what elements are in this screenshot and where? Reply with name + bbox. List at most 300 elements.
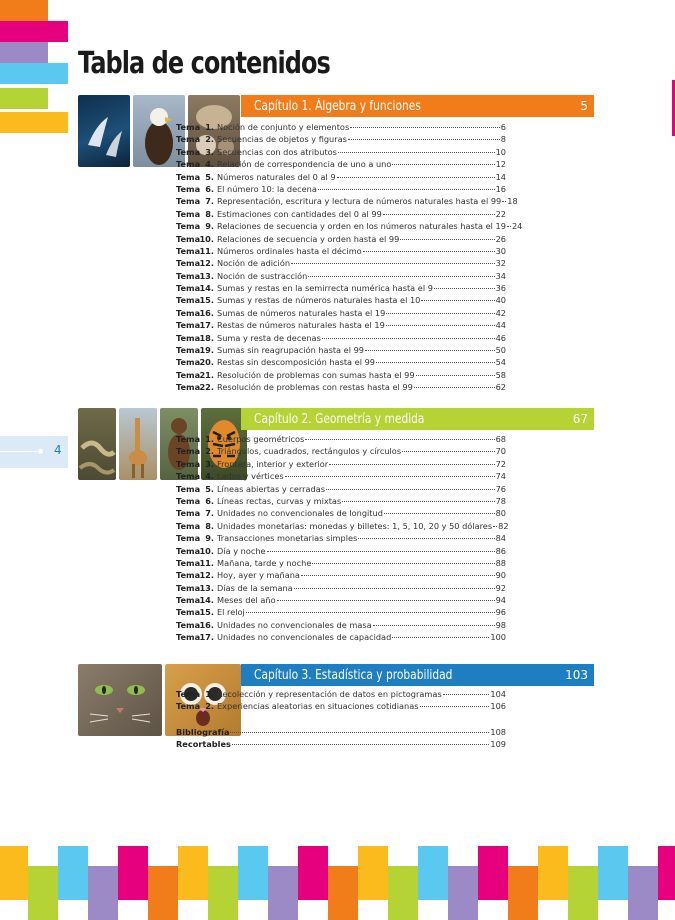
topic-number: 17. — [199, 632, 214, 643]
topic-label: Tema — [176, 595, 201, 606]
extra-page: 108 — [490, 727, 506, 737]
toc-entry[interactable] — [176, 246, 506, 258]
toc-entry[interactable] — [176, 221, 523, 233]
chapter-2-title: Capítulo 2. Geometría y medida — [254, 411, 425, 427]
chapter-3-extras — [176, 727, 506, 752]
dot-leader — [342, 501, 494, 502]
topic-page: 84 — [495, 533, 506, 544]
toc-entry[interactable] — [176, 689, 506, 701]
topic-page: 100 — [490, 632, 506, 643]
bottom-colour-bar — [628, 866, 658, 920]
dot-leader — [392, 164, 494, 165]
toc-entry[interactable] — [176, 533, 506, 545]
topic-page: 14 — [495, 171, 506, 182]
topic-number: 6. — [205, 183, 214, 194]
topic-label: Tema — [176, 221, 201, 232]
topic-title: Estimaciones con cantidades del 0 al 99 — [217, 208, 382, 219]
topic-page: 80 — [495, 508, 506, 519]
topic-number: 11. — [199, 557, 214, 568]
topic-page: 70 — [495, 446, 506, 457]
topic-page: 88 — [495, 557, 506, 568]
dot-leader — [326, 489, 495, 490]
toc-entry[interactable] — [176, 258, 506, 270]
topic-label: Tema — [176, 701, 201, 712]
dot-leader — [420, 706, 490, 707]
topic-title: Cuerpos geométricos — [217, 434, 305, 444]
topic-number: 20. — [199, 357, 214, 368]
dot-leader — [443, 694, 490, 695]
topic-label: Tema — [176, 446, 201, 457]
toc-entry[interactable] — [176, 546, 506, 558]
topic-title: El número 10: la decena — [217, 183, 317, 194]
topic-page: 12 — [495, 159, 506, 170]
bottom-colour-bar — [238, 846, 268, 900]
topic-number: 13. — [199, 270, 214, 281]
dot-leader — [363, 251, 495, 252]
topic-page: 22 — [495, 208, 506, 219]
whales-image — [78, 95, 130, 167]
toc-entry[interactable] — [176, 283, 506, 295]
topic-title: Experiencias aleatorias en situaciones cotidianas — [217, 701, 419, 712]
chapter-3-topics — [176, 689, 506, 714]
topic-title: Unidades no convencionales de masa — [217, 619, 372, 630]
extra-page: 109 — [490, 739, 506, 750]
topic-number: 11. — [199, 245, 214, 256]
topic-page: 76 — [495, 483, 506, 494]
topic-title: Suma y resta de decenas — [217, 332, 321, 343]
topic-page: 74 — [495, 471, 506, 482]
bottom-colour-bar — [58, 846, 88, 900]
topic-page: 44 — [495, 320, 506, 331]
topic-title: Hoy, ayer y mañana — [217, 570, 300, 581]
toc-entry[interactable] — [176, 607, 506, 619]
topic-number: 4. — [205, 159, 214, 170]
dot-leader — [386, 325, 495, 326]
topic-title: Sumas y restas de números naturales hasta el 10 — [217, 295, 421, 306]
dot-leader — [348, 139, 500, 140]
topic-page: 68 — [495, 434, 506, 444]
topic-label: Tema — [176, 483, 201, 494]
topic-label: Tema — [176, 134, 201, 145]
topic-title: Restas de números naturales hasta el 19 — [217, 320, 385, 331]
topic-page: 94 — [495, 595, 506, 606]
dot-leader — [246, 612, 495, 613]
toc-entry[interactable] — [176, 172, 506, 184]
topic-label: Tema — [176, 258, 201, 269]
dot-leader — [383, 214, 495, 215]
chapter-1-title: Capítulo 1. Álgebra y funciones — [254, 98, 421, 114]
dot-leader — [318, 189, 495, 190]
topic-title: Noción de sustracción — [217, 270, 308, 281]
topic-title: Relación de correspondencia de uno a uno — [217, 159, 392, 170]
extra-label: Recortables — [176, 739, 231, 750]
topic-page: 46 — [495, 332, 506, 343]
topic-number: 2. — [205, 446, 214, 457]
topic-number: 18. — [199, 332, 214, 343]
topic-label: Tema — [176, 196, 201, 207]
topic-title: Relaciones de secuencia y orden hasta el 99 — [217, 233, 400, 244]
toc-entry[interactable] — [176, 209, 506, 221]
extra-label: Bibliografía — [176, 727, 230, 737]
bottom-colour-bar — [478, 846, 508, 900]
dot-leader — [291, 263, 495, 264]
side-stripe-lime — [0, 88, 48, 109]
toc-entry[interactable] — [176, 134, 506, 146]
topic-title: Noción de adición — [217, 258, 291, 269]
dot-leader — [434, 288, 495, 289]
topic-number: 12. — [199, 258, 214, 269]
topic-label: Tema — [176, 183, 201, 194]
topic-page: 90 — [495, 570, 506, 581]
dot-leader — [308, 276, 494, 277]
dot-leader — [329, 464, 494, 465]
toc-entry[interactable] — [176, 295, 506, 307]
dot-leader — [294, 588, 495, 589]
topic-number: 7. — [205, 508, 214, 519]
topic-label: Tema — [176, 332, 201, 343]
topic-page: 98 — [495, 619, 506, 630]
dot-leader — [277, 600, 495, 601]
topic-title: Días de la semana — [217, 582, 293, 593]
topic-page: 16 — [495, 183, 506, 194]
bottom-colour-bar — [598, 846, 628, 900]
topic-label: Tema — [176, 520, 201, 531]
topic-page: 26 — [495, 233, 506, 244]
page-number-line — [0, 451, 40, 452]
dot-leader — [337, 177, 495, 178]
topic-title: El reloj — [217, 607, 245, 618]
topic-label: Tema — [176, 122, 201, 132]
dot-leader — [322, 338, 495, 339]
toc-entry[interactable] — [176, 570, 506, 582]
topic-title: Resolución de problemas con sumas hasta el 99 — [217, 369, 415, 380]
topic-page: 54 — [495, 357, 506, 368]
side-stripe-magenta — [0, 21, 68, 42]
topic-title: Triángulos, cuadrados, rectángulos y círculos — [217, 446, 402, 457]
topic-label: Tema — [176, 171, 201, 182]
topic-page: 106 — [490, 701, 506, 712]
dot-leader — [285, 476, 495, 477]
topic-title: Recolección y representación de datos en pictogramas — [217, 689, 442, 699]
dot-leader — [376, 362, 495, 363]
topic-label: Tema — [176, 357, 201, 368]
topic-title: Sumas de números naturales hasta el 19 — [217, 307, 386, 318]
toc-entry[interactable] — [176, 595, 506, 607]
toc-entry[interactable] — [176, 496, 506, 508]
topic-label: Tema — [176, 619, 201, 630]
topic-title: Unidades no convencionales de longitud — [217, 508, 383, 519]
topic-label: Tema — [176, 607, 201, 618]
topic-title: Secuencias de objetos y figuras — [217, 134, 347, 145]
topic-number: 14. — [199, 283, 214, 294]
dot-leader — [373, 625, 495, 626]
toc-entry[interactable] — [176, 234, 506, 246]
topic-label: Tema — [176, 434, 201, 444]
toc-entry[interactable] — [176, 308, 506, 320]
dot-leader — [338, 152, 495, 153]
toc-entry[interactable] — [176, 484, 506, 496]
topic-number: 13. — [199, 582, 214, 593]
topic-page: 96 — [495, 607, 506, 618]
topic-label: Tema — [176, 471, 201, 482]
toc-entry[interactable] — [176, 508, 506, 520]
topic-title: Números ordinales hasta el décimo — [217, 245, 362, 256]
topic-label: Tema — [176, 508, 201, 519]
topic-label: Tema — [176, 345, 201, 356]
topic-label: Tema — [176, 545, 201, 556]
topic-label: Tema — [176, 382, 201, 393]
topic-title: Relaciones de secuencia y orden en los números naturales hasta el 19 — [217, 221, 506, 232]
toc-extra-entry[interactable] — [176, 727, 506, 739]
topic-label: Tema — [176, 307, 201, 318]
dot-leader — [384, 513, 495, 514]
bottom-colour-bar — [328, 866, 358, 920]
dot-leader — [502, 201, 506, 202]
dot-leader — [400, 239, 494, 240]
toc-entry[interactable] — [176, 446, 506, 458]
topic-page: 42 — [495, 307, 506, 318]
topic-page: 104 — [490, 689, 506, 699]
topic-title: Resolución de problemas con restas hasta el 99 — [217, 382, 413, 393]
topic-page: 8 — [500, 134, 506, 145]
topic-label: Tema — [176, 689, 201, 699]
toc-entry[interactable] — [176, 620, 506, 632]
dot-leader — [232, 744, 489, 745]
dot-leader — [350, 127, 500, 128]
toc-entry[interactable] — [176, 382, 506, 394]
bottom-colour-bar — [148, 866, 178, 920]
topic-page: 92 — [495, 582, 506, 593]
topic-page: 24 — [511, 221, 523, 232]
dot-leader — [267, 551, 495, 552]
topic-title: Día y noche — [217, 545, 266, 556]
bottom-colour-bar — [538, 846, 568, 900]
topic-title: Mañana, tarde y noche — [217, 557, 312, 568]
topic-number: 3. — [205, 458, 214, 469]
dot-leader — [230, 732, 489, 733]
topic-number: 2. — [205, 701, 214, 712]
topic-page: 82 — [498, 520, 509, 531]
dot-leader — [386, 313, 494, 314]
toc-entry[interactable] — [176, 122, 506, 134]
toc-entry[interactable] — [176, 196, 518, 208]
page-number: 4 — [54, 443, 62, 457]
topic-title: Sumas sin reagrupación hasta el 99 — [217, 345, 364, 356]
topic-label: Tema — [176, 295, 201, 306]
dot-leader — [421, 300, 494, 301]
topic-number: 4. — [205, 471, 214, 482]
topic-number: 10. — [199, 233, 214, 244]
chapter-3-header — [241, 664, 594, 686]
chapter-1-page: 5 — [580, 99, 588, 113]
dot-leader — [312, 563, 494, 564]
topic-number: 15. — [199, 607, 214, 618]
bottom-colour-bar — [298, 846, 328, 900]
page-number-dot — [38, 449, 43, 454]
topic-label: Tema — [176, 146, 201, 157]
dot-leader — [416, 375, 495, 376]
topic-title: Líneas abiertas y cerradas — [217, 483, 326, 494]
toc-entry[interactable] — [176, 520, 509, 533]
toc-entry[interactable] — [176, 701, 506, 713]
chapter-2-header — [241, 408, 594, 430]
side-stripe-cyan — [0, 63, 68, 84]
topic-number: 19. — [199, 345, 214, 356]
bottom-colour-bar — [658, 846, 675, 900]
toc-extra-entry[interactable] — [176, 739, 506, 751]
cat-image — [78, 664, 162, 736]
topic-number: 22. — [199, 382, 214, 393]
topic-label: Tema — [176, 208, 201, 219]
topic-page: 62 — [495, 382, 506, 393]
bottom-colour-bar — [418, 846, 448, 900]
topic-label: Tema — [176, 245, 201, 256]
bottom-colour-bar — [568, 866, 598, 920]
topic-label: Tema — [176, 570, 201, 581]
topic-title: Lados y vértices — [217, 471, 284, 482]
topic-title: Unidades monetarias: monedas y billetes: 1, 5, 10, 20 y 50 dólares — [217, 520, 493, 531]
bottom-colour-bar — [358, 846, 388, 900]
topic-page: 36 — [495, 283, 506, 294]
bottom-colour-bar — [268, 866, 298, 920]
toc-entry[interactable] — [176, 147, 506, 159]
topic-label: Tema — [176, 632, 201, 643]
topic-page: 18 — [507, 196, 518, 207]
topic-label: Tema — [176, 495, 201, 506]
topic-title: Restas sin descomposición hasta el 99 — [217, 357, 375, 368]
toc-entry[interactable] — [176, 471, 506, 483]
topic-title: Unidades no convencionales de capacidad — [217, 632, 392, 643]
topic-number: 8. — [205, 520, 214, 531]
chapter-1-topics — [176, 122, 523, 395]
topic-label: Tema — [176, 159, 201, 170]
page-title: Tabla de contenidos — [78, 46, 330, 81]
dot-leader — [358, 538, 494, 539]
bottom-colour-bar — [118, 846, 148, 900]
topic-label: Tema — [176, 369, 201, 380]
side-stripe-orange — [0, 0, 48, 21]
toc-entry[interactable] — [176, 459, 506, 471]
topic-page: 6 — [500, 122, 506, 132]
topic-number: 3. — [205, 146, 214, 157]
chapter-1-header — [241, 95, 594, 117]
topic-label: Tema — [176, 320, 201, 331]
dot-leader — [305, 439, 494, 440]
topic-number: 8. — [205, 208, 214, 219]
toc-entry[interactable] — [176, 184, 506, 196]
chapter-2-page: 67 — [572, 412, 588, 426]
dot-leader — [392, 637, 489, 638]
topic-number: 6. — [205, 495, 214, 506]
topic-page: 10 — [495, 146, 506, 157]
topic-number: 17. — [199, 320, 214, 331]
topic-page: 78 — [495, 495, 506, 506]
bottom-colour-bar — [508, 866, 538, 920]
topic-page: 40 — [495, 295, 506, 306]
chapter-3-page: 103 — [565, 668, 588, 682]
topic-number: 12. — [199, 570, 214, 581]
topic-title: Sumas y restas en la semirrecta numérica hasta el 9 — [217, 283, 433, 294]
toc-entry[interactable] — [176, 558, 506, 570]
topic-number: 1. — [205, 689, 214, 699]
topic-number: 9. — [205, 221, 214, 232]
topic-label: Tema — [176, 270, 201, 281]
toc-entry[interactable] — [176, 320, 506, 332]
topic-label: Tema — [176, 458, 201, 469]
toc-entry[interactable] — [176, 632, 506, 644]
topic-title: Secuencias con dos atributos — [217, 146, 337, 157]
dot-leader — [507, 226, 511, 227]
bottom-colour-bar — [88, 866, 118, 920]
topic-number: 16. — [199, 307, 214, 318]
topic-title: Líneas rectas, curvas y mixtas — [217, 495, 342, 506]
toc-entry[interactable] — [176, 370, 506, 382]
side-stripe-purple — [0, 42, 48, 63]
toc-entry[interactable] — [176, 357, 506, 369]
topic-label: Tema — [176, 283, 201, 294]
dot-leader — [402, 451, 494, 452]
topic-page: 58 — [495, 369, 506, 380]
topic-title: Noción de conjunto y elementos — [217, 122, 350, 132]
topic-title: Transacciones monetarias simples — [217, 533, 358, 544]
giraffes-image — [119, 408, 157, 480]
bottom-colour-bar — [178, 846, 208, 900]
side-stripe-yellow — [0, 112, 68, 133]
topic-number: 10. — [199, 545, 214, 556]
topic-number: 14. — [199, 595, 214, 606]
topic-number: 16. — [199, 619, 214, 630]
dot-leader — [365, 350, 495, 351]
chapter-3-title: Capítulo 3. Estadística y probabilidad — [254, 667, 453, 683]
topic-page: 30 — [495, 245, 506, 256]
dot-leader — [301, 575, 495, 576]
topic-number: 1. — [205, 122, 214, 132]
toc-entry[interactable] — [176, 159, 506, 171]
topic-page: 72 — [495, 458, 506, 469]
bottom-colour-bar — [208, 866, 238, 920]
topic-title: Números naturales del 0 al 9 — [217, 171, 336, 182]
topic-label: Tema — [176, 533, 201, 544]
bottom-colour-bar — [388, 866, 418, 920]
bottom-colour-bar — [448, 866, 478, 920]
toc-entry[interactable] — [176, 271, 506, 283]
topic-number: 7. — [205, 196, 214, 207]
toc-entry[interactable] — [176, 345, 506, 357]
topic-number: 5. — [205, 483, 214, 494]
toc-entry[interactable] — [176, 434, 506, 446]
topic-number: 5. — [205, 171, 214, 182]
topic-number: 21. — [199, 369, 214, 380]
topic-label: Tema — [176, 557, 201, 568]
bottom-colour-bar — [28, 866, 58, 920]
topic-title: Frontera, interior y exterior — [217, 458, 329, 469]
snakes-image — [78, 408, 116, 480]
topic-page: 34 — [495, 270, 506, 281]
topic-number: 15. — [199, 295, 214, 306]
topic-number: 9. — [205, 533, 214, 544]
topic-title: Representación, escritura y lectura de números naturales hasta el 99 — [217, 196, 502, 207]
topic-label: Tema — [176, 582, 201, 593]
bottom-colour-bar — [0, 846, 28, 900]
topic-page: 50 — [495, 345, 506, 356]
toc-entry[interactable] — [176, 333, 506, 345]
topic-title: Meses del año — [217, 595, 276, 606]
topic-number: 1. — [205, 434, 214, 444]
topic-number: 2. — [205, 134, 214, 145]
topic-label: Tema — [176, 233, 201, 244]
toc-entry[interactable] — [176, 583, 506, 595]
topic-page: 32 — [495, 258, 506, 269]
